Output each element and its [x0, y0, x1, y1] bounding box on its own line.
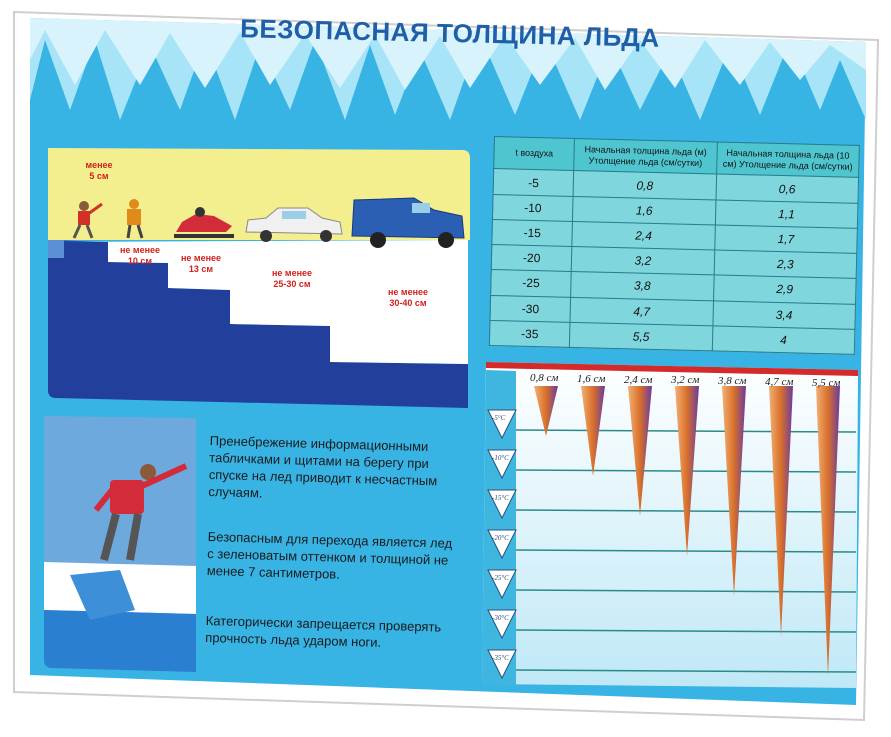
header-air-temp: t воздуха [494, 137, 575, 171]
temp-label: -5°C [492, 414, 506, 422]
table-cell: 3,2 [572, 247, 715, 276]
icicle-label: 2,4 см [624, 373, 653, 386]
table-cell: -5 [493, 169, 574, 196]
temp-label: -25°C [492, 574, 509, 582]
poster-title: БЕЗОПАСНАЯ ТОЛЩИНА ЛЬДА [239, 13, 661, 53]
table-cell: 2,3 [714, 250, 857, 279]
step-label-5: не менее 30-40 см [387, 287, 429, 308]
icicle-label: 1,6 см [577, 372, 606, 385]
step-label-3: не менее 13 см [180, 253, 222, 274]
table-cell: -20 [491, 245, 572, 272]
icicle-label: 3,8 см [718, 375, 747, 388]
header-initial-10: Начальная толщина льда (10 см) Утолщение льда (см/сутки) [716, 142, 859, 178]
icicle-label: 3,2 см [671, 374, 700, 387]
table-cell: -25 [491, 270, 572, 297]
temp-label: -15°C [492, 494, 509, 502]
table-cell: 0,8 [573, 171, 716, 200]
paragraph-3: Категорически запрещается проверять прочность льда ударом ноги. [205, 612, 442, 650]
step-label-1: менее 5 см [85, 160, 113, 181]
table-cell: 2,9 [713, 275, 856, 304]
step-label-4: не менее 25-30 см [271, 268, 313, 289]
table-cell: 4,7 [570, 297, 713, 326]
thin-ice-crack [48, 240, 64, 258]
table-cell: -35 [489, 320, 570, 347]
icicle-label: 4,7 см [765, 376, 794, 388]
table-cell: 3,8 [571, 272, 714, 301]
temp-label: -10°C [492, 454, 509, 462]
table-cell: 4 [712, 326, 855, 355]
paragraph-2: Безопасным для перехода является лед с зеленоватым оттенком и толщиной не менее 7 сантиметров. [206, 528, 453, 582]
ice-growth-table [489, 136, 860, 355]
header-initial-0: Начальная толщина льда (м) Утолщение льда (см/сутки) [574, 138, 717, 174]
icicle-chart [482, 362, 858, 688]
temp-label: -35°C [492, 654, 509, 662]
icicle-label: 0,8 см [530, 372, 559, 384]
table-cell: 1,1 [715, 200, 858, 229]
temp-label: -20°C [492, 534, 509, 542]
table-cell: 2,4 [572, 221, 715, 250]
table-cell: 0,6 [716, 174, 859, 203]
table-cell: -15 [492, 219, 573, 246]
table-cell: 1,6 [573, 196, 716, 225]
table-cell: 3,4 [713, 300, 856, 329]
warning-illustration [44, 416, 196, 672]
paragraph-1: Пренебрежение информационными табличками и щитами на берегу при спуске на лед приводит к несчастным случаям. [208, 432, 438, 501]
table-cell: -30 [490, 295, 571, 322]
icicle-label: 5,5 см [812, 376, 841, 389]
table-cell: 5,5 [570, 322, 713, 351]
table-cell: -10 [492, 194, 573, 221]
temp-label: -30°C [492, 614, 509, 622]
table-cell: 1,7 [714, 225, 857, 254]
step-label-2: не менее 10 см [119, 245, 161, 266]
